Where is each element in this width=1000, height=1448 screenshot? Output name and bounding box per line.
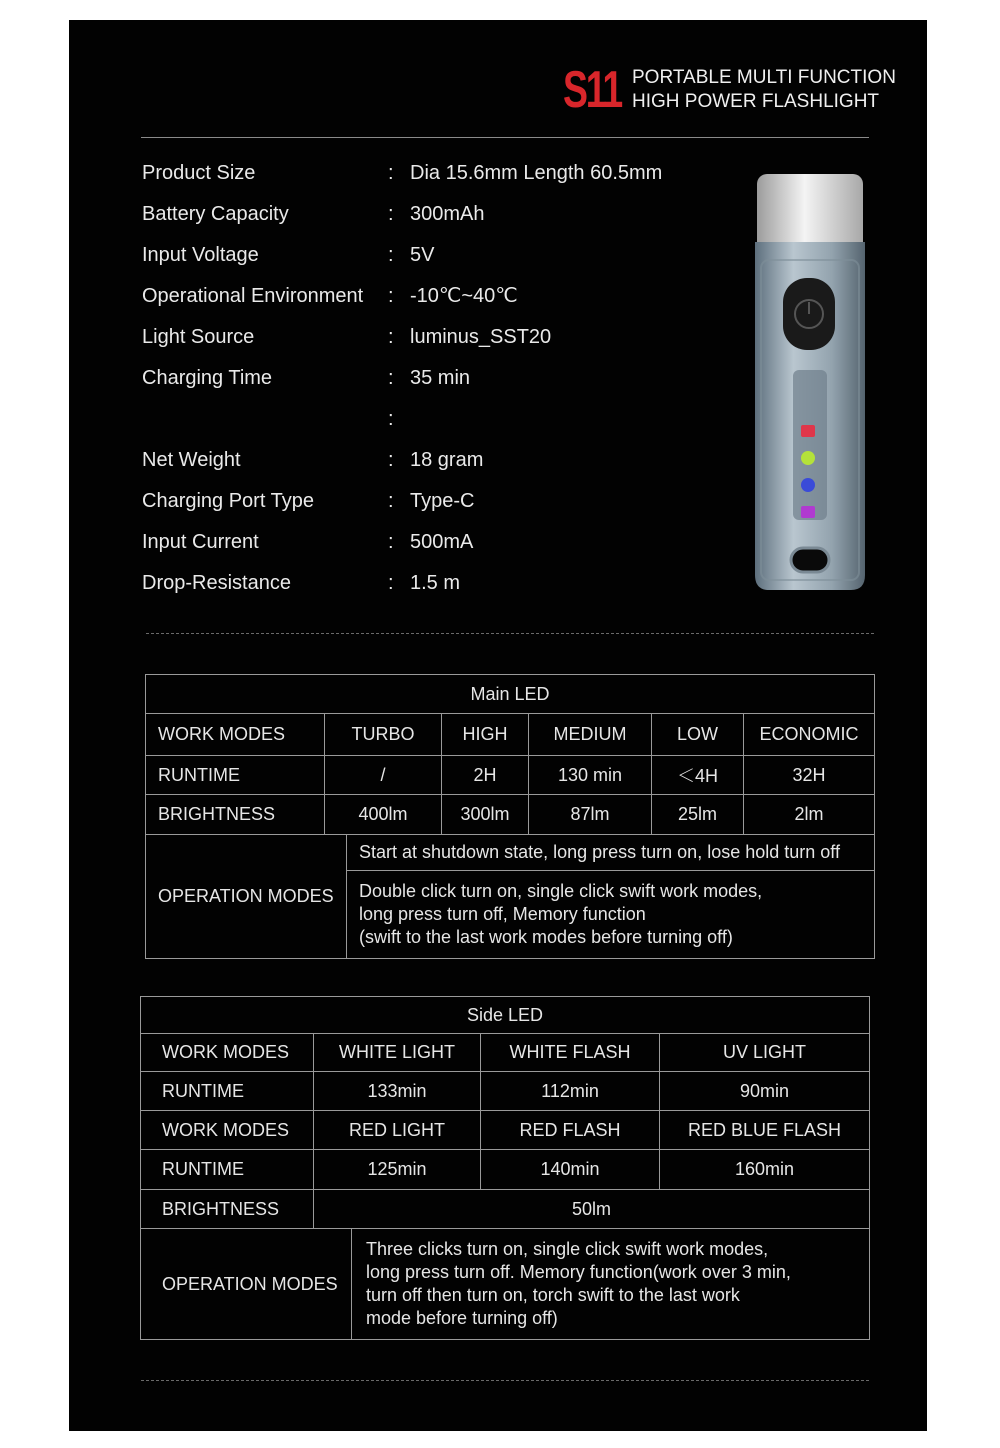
mode-cell: TURBO bbox=[325, 714, 442, 756]
spec-label: Input Current bbox=[142, 531, 259, 553]
runtime-cell: 160min bbox=[660, 1150, 870, 1190]
mode-cell: RED FLASH bbox=[481, 1111, 660, 1150]
spec-value: 35 min bbox=[410, 367, 471, 389]
spec-label: Net Weight bbox=[142, 449, 241, 471]
row-header-runtime: RUNTIME bbox=[141, 1150, 314, 1190]
spec-colon: : bbox=[388, 490, 394, 512]
runtime-cell: 133min bbox=[314, 1072, 481, 1111]
brightness-cell: 50lm bbox=[314, 1190, 870, 1229]
spec-colon: : bbox=[388, 531, 394, 553]
product-headline bbox=[632, 66, 896, 114]
operation-description bbox=[347, 871, 875, 959]
spec-value: -10℃~40℃ bbox=[410, 285, 518, 307]
runtime-cell: / bbox=[325, 756, 442, 795]
row-header-runtime: RUNTIME bbox=[146, 756, 325, 795]
spec-colon: : bbox=[388, 408, 394, 430]
operation-line: long press turn off, Memory function bbox=[359, 904, 646, 924]
main-led-title: Main LED bbox=[146, 675, 875, 714]
spec-list bbox=[142, 153, 762, 604]
spec-value: 300mAh bbox=[410, 203, 485, 225]
spec-colon: : bbox=[388, 367, 394, 389]
runtime-cell: 140min bbox=[481, 1150, 660, 1190]
flashlight-icon bbox=[745, 170, 875, 595]
spec-value: Dia 15.6mm Length 60.5mm bbox=[410, 162, 663, 184]
mode-cell: RED LIGHT bbox=[314, 1111, 481, 1150]
operation-line: Double click turn on, single click swift work modes, bbox=[359, 881, 763, 901]
runtime-cell: 112min bbox=[481, 1072, 660, 1111]
spec-row bbox=[142, 481, 762, 522]
product-spec-panel bbox=[69, 20, 927, 1431]
spec-row bbox=[142, 563, 762, 604]
headline-line-1: PORTABLE MULTI FUNCTION bbox=[632, 67, 896, 88]
mode-cell: HIGH bbox=[442, 714, 529, 756]
spec-colon: : bbox=[388, 244, 394, 266]
spec-label: Battery Capacity bbox=[142, 203, 289, 225]
spec-row-empty bbox=[142, 399, 762, 440]
operation-description: Start at shutdown state, long press turn on, lose hold turn off bbox=[347, 835, 875, 871]
operation-description bbox=[352, 1229, 870, 1340]
spec-value: luminus_SST20 bbox=[410, 326, 552, 348]
row-header-work-modes: WORK MODES bbox=[146, 714, 325, 756]
row-header-work-modes: WORK MODES bbox=[141, 1034, 314, 1072]
spec-label: Drop-Resistance bbox=[142, 572, 291, 594]
row-header-brightness: BRIGHTNESS bbox=[141, 1190, 314, 1229]
row-header-runtime: RUNTIME bbox=[141, 1072, 314, 1111]
runtime-cell: 130 min bbox=[529, 756, 652, 795]
mode-cell: MEDIUM bbox=[529, 714, 652, 756]
spec-row bbox=[142, 235, 762, 276]
runtime-cell: ＜4H bbox=[652, 756, 744, 795]
runtime-cell: 2H bbox=[442, 756, 529, 795]
operation-line: turn off then turn on, torch swift to the last work bbox=[366, 1285, 740, 1305]
spec-value: 1.5 m bbox=[410, 572, 461, 594]
brightness-cell: 25lm bbox=[652, 795, 744, 835]
spec-colon: : bbox=[388, 162, 394, 184]
row-header-work-modes: WORK MODES bbox=[141, 1111, 314, 1150]
spec-label: Light Source bbox=[142, 326, 255, 348]
spec-label: Charging Port Type bbox=[142, 490, 314, 512]
section-divider bbox=[146, 633, 874, 634]
mode-cell: ECONOMIC bbox=[744, 714, 875, 756]
spec-colon: : bbox=[388, 285, 394, 307]
mode-cell: LOW bbox=[652, 714, 744, 756]
header-divider bbox=[141, 137, 869, 138]
spec-value: 500mA bbox=[410, 531, 474, 553]
row-header-brightness: BRIGHTNESS bbox=[146, 795, 325, 835]
spec-label: Product Size bbox=[142, 162, 256, 184]
spec-row bbox=[142, 522, 762, 563]
operation-line: (swift to the last work modes before turning off) bbox=[359, 927, 733, 947]
spec-row bbox=[142, 440, 762, 481]
runtime-cell: 32H bbox=[744, 756, 875, 795]
spec-colon: : bbox=[388, 203, 394, 225]
mode-cell: WHITE FLASH bbox=[481, 1034, 660, 1072]
side-led-table bbox=[140, 996, 870, 1340]
brightness-cell: 87lm bbox=[529, 795, 652, 835]
spec-value: 5V bbox=[410, 244, 435, 266]
operation-line: long press turn off. Memory function(work over 3 min, bbox=[366, 1262, 791, 1282]
mode-cell: UV LIGHT bbox=[660, 1034, 870, 1072]
runtime-cell: 125min bbox=[314, 1150, 481, 1190]
spec-label: Charging Time bbox=[142, 367, 273, 389]
row-header-operation-modes: OPERATION MODES bbox=[146, 835, 347, 959]
spec-row bbox=[142, 194, 762, 235]
model-name: S11 bbox=[563, 61, 622, 119]
brightness-cell: 300lm bbox=[442, 795, 529, 835]
spec-colon: : bbox=[388, 449, 394, 471]
spec-row bbox=[142, 317, 762, 358]
spec-row bbox=[142, 276, 762, 317]
spec-row bbox=[142, 358, 762, 399]
brightness-cell: 2lm bbox=[744, 795, 875, 835]
side-led-title: Side LED bbox=[141, 997, 870, 1034]
headline-line-2: HIGH POWER FLASHLIGHT bbox=[632, 91, 880, 112]
spec-value: 18 gram bbox=[410, 449, 484, 471]
spec-value: Type-C bbox=[410, 490, 475, 512]
row-header-operation-modes: OPERATION MODES bbox=[141, 1229, 352, 1340]
spec-colon: : bbox=[388, 572, 394, 594]
operation-line: Three clicks turn on, single click swift work modes, bbox=[366, 1239, 769, 1259]
runtime-cell: 90min bbox=[660, 1072, 870, 1111]
spec-colon: : bbox=[388, 326, 394, 348]
main-led-table bbox=[145, 674, 875, 959]
mode-cell: WHITE LIGHT bbox=[314, 1034, 481, 1072]
operation-line: mode before turning off) bbox=[366, 1308, 558, 1328]
spec-label: Operational Environment bbox=[142, 285, 364, 307]
brightness-cell: 400lm bbox=[325, 795, 442, 835]
mode-cell: RED BLUE FLASH bbox=[660, 1111, 870, 1150]
spec-row bbox=[142, 153, 762, 194]
spec-label: Input Voltage bbox=[142, 244, 259, 266]
section-divider bbox=[141, 1380, 869, 1381]
